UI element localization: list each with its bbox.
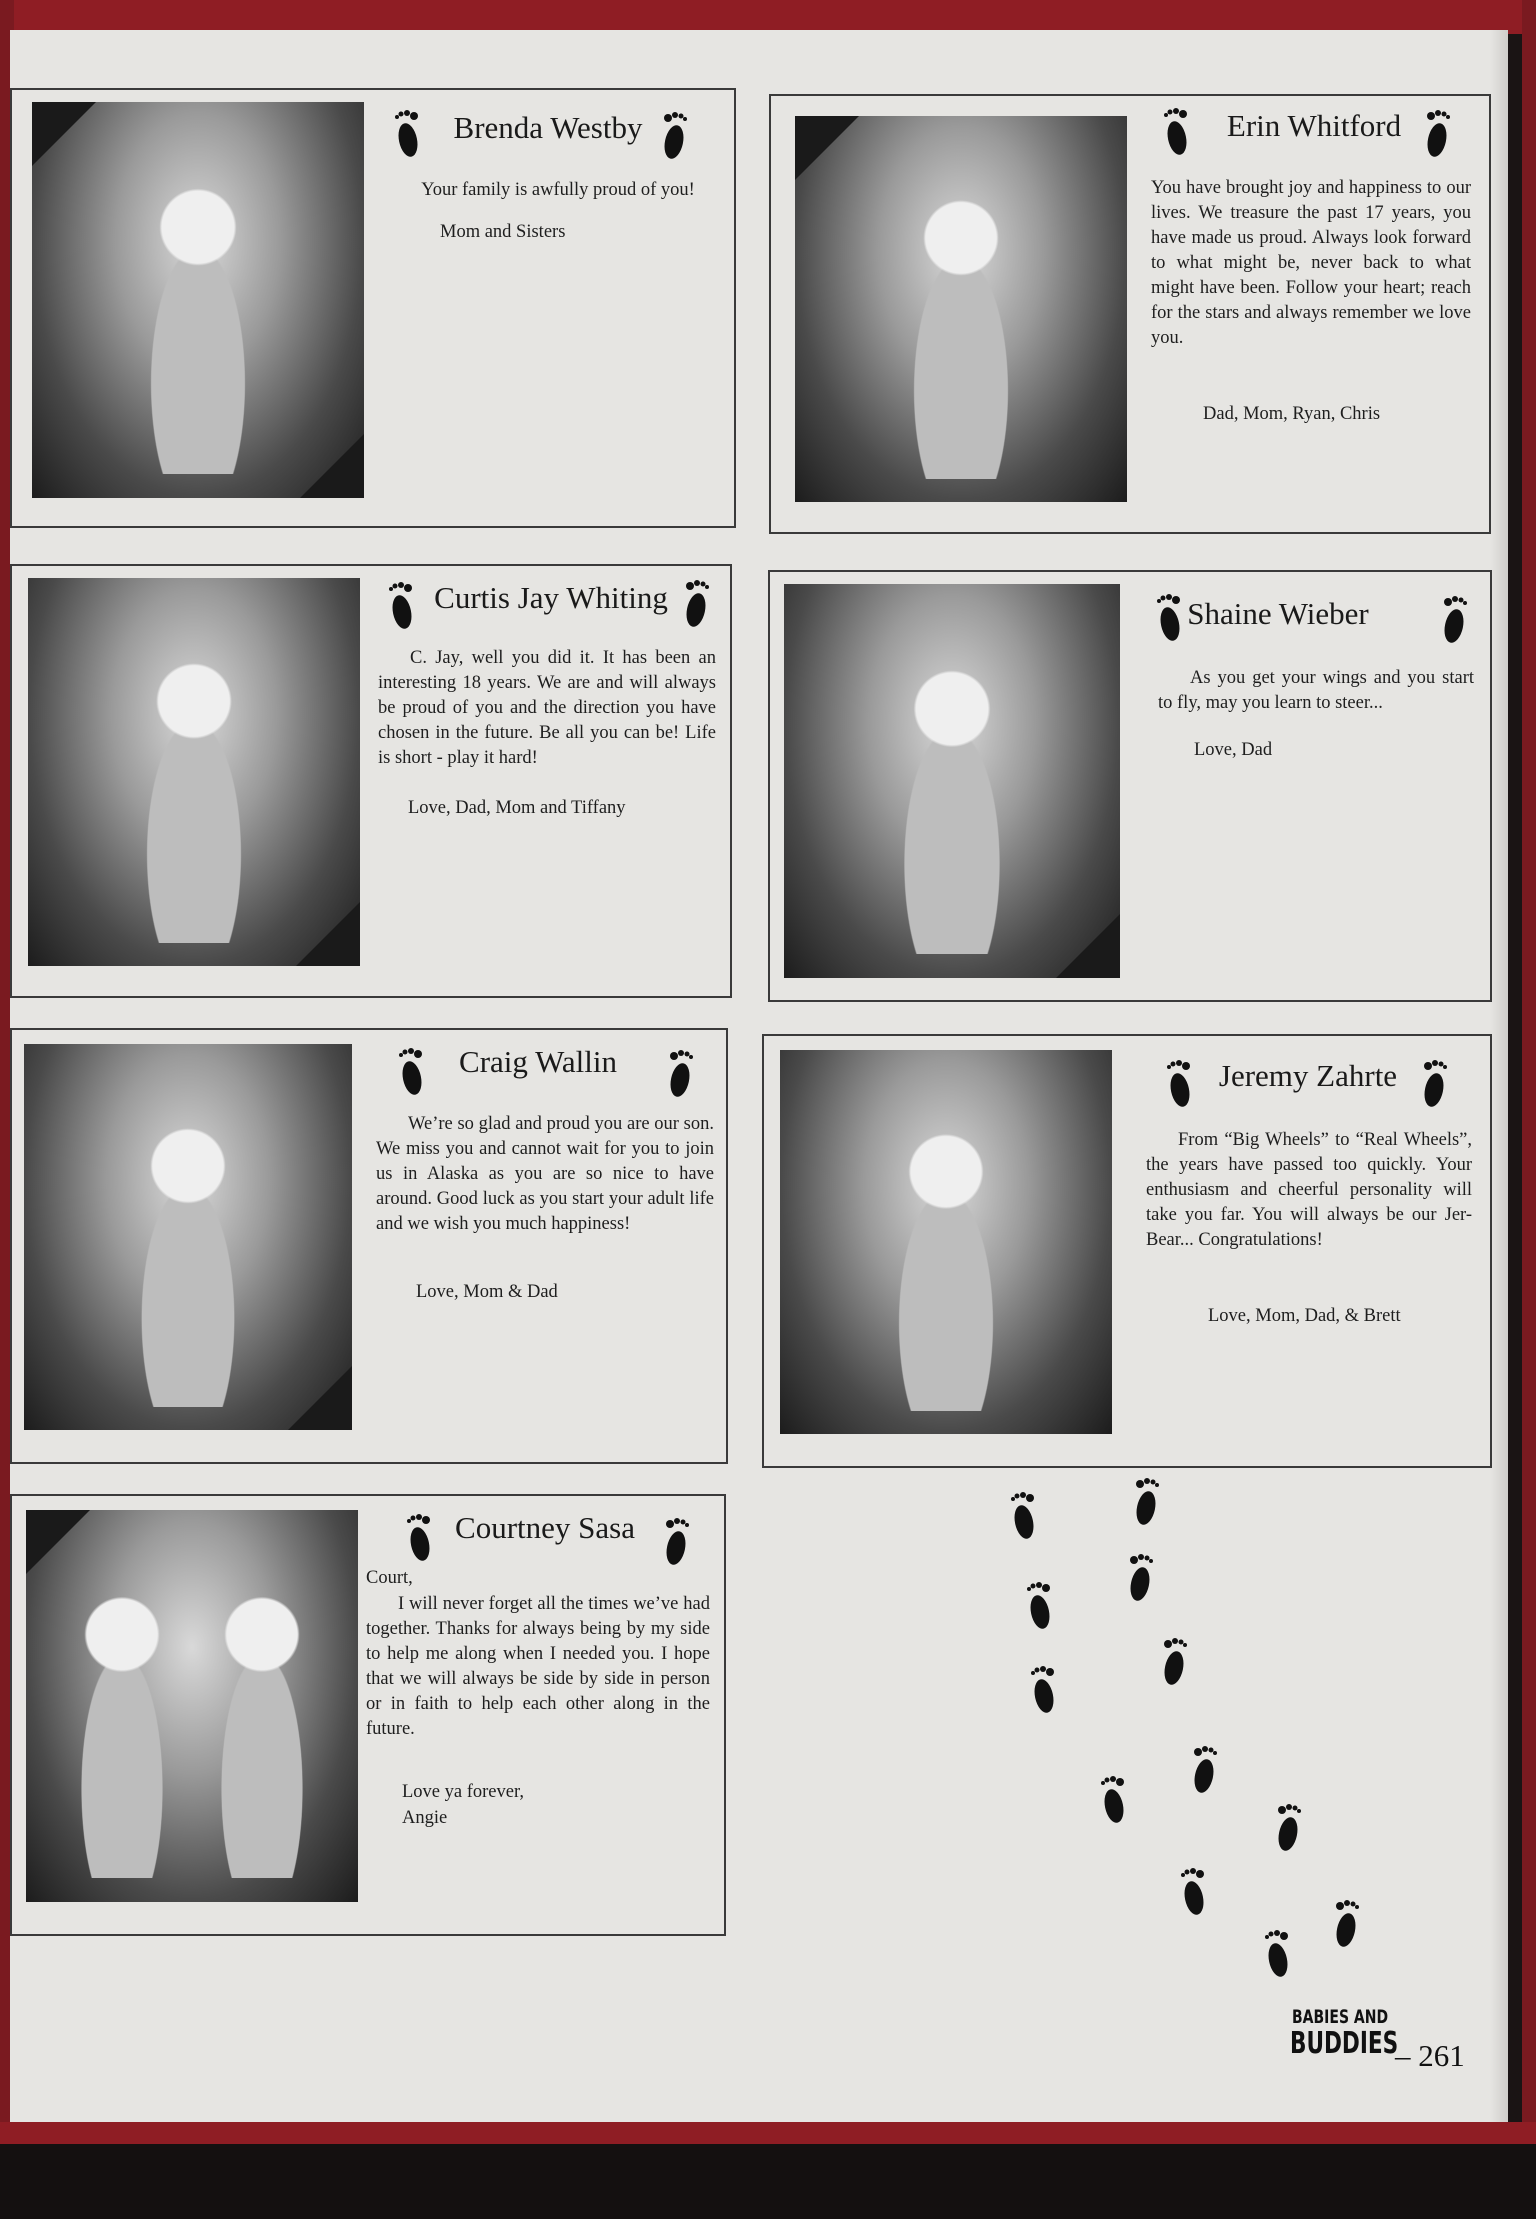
footprint-icon — [1026, 1662, 1060, 1718]
entry-name: Craig Wallin — [459, 1044, 617, 1079]
entry-card-courtney-sasa — [10, 1494, 726, 1936]
footprint-icon — [1124, 1550, 1158, 1606]
photo-corner — [795, 116, 859, 180]
entry-message: We’re so glad and proud you are our son. We miss you and cannot wait for you to join us in Alaska as you are so nice to have around. Good luck as you start your adult life and we wish you much happiness! — [376, 1114, 714, 1234]
entry-card-shaine-wieber — [768, 570, 1492, 1002]
footprint-icon — [1096, 1772, 1130, 1828]
footprint-icon — [1159, 104, 1193, 160]
child-photo — [26, 1510, 358, 1902]
footprint-icon — [664, 1046, 698, 1102]
footprint-icon — [1158, 1634, 1192, 1690]
entry-signature: Love, Mom, Dad, & Brett — [1208, 1306, 1401, 1326]
entry-name: Brenda Westby — [453, 110, 643, 145]
footprint-icon — [1260, 1926, 1294, 1982]
entry-signature: Love, Dad, Mom and Tiffany — [408, 798, 626, 818]
photo-corner — [296, 902, 360, 966]
footprint-icon — [660, 1514, 694, 1570]
entry-card-brenda-westby — [10, 88, 736, 528]
child-photo — [795, 116, 1127, 502]
entry-name: Courtney Sasa — [455, 1510, 635, 1545]
footprint-icon — [1006, 1488, 1040, 1544]
entry-signature: Angie — [402, 1808, 448, 1828]
entry-message: I will never forget all the times we’ve had together. Thanks for always being by my side to help me along when I needed you. I hope that we will always be side by side in person or in faith to help each other along in the future. — [366, 1594, 710, 1739]
footprint-icon — [680, 576, 714, 632]
entry-signature: Mom and Sisters — [440, 222, 566, 242]
child-figure — [125, 173, 271, 474]
page-top-border — [0, 0, 1536, 34]
entry-message: Your family is awfully proud of you! — [421, 180, 695, 200]
child-photo — [24, 1044, 352, 1430]
child-figure — [116, 1113, 260, 1406]
entry-card-craig-wallin — [10, 1028, 728, 1464]
photo-corner — [288, 1366, 352, 1430]
entry-card-erin-whitford — [769, 94, 1491, 534]
child-figure — [878, 655, 1026, 954]
footprint-icon — [394, 1044, 428, 1100]
footprint-icon — [1421, 106, 1455, 162]
entry-card-jeremy-zahrte — [762, 1034, 1492, 1468]
entry-signature: Dad, Mom, Ryan, Chris — [1203, 404, 1381, 424]
page-right-border — [1522, 0, 1536, 2130]
child-figure — [199, 1581, 325, 1879]
entry-card-curtis-jay-whiting — [10, 564, 732, 998]
child-figure — [888, 185, 1034, 478]
entry-message: You have brought joy and happiness to our lives. We treasure the past 17 years, you have made us proud. Always look forward to what might be, never back to what might have been. Follow your heart; reach for the stars and always remember we love you. — [1151, 178, 1471, 348]
child-photo — [28, 578, 360, 966]
child-figure — [59, 1581, 185, 1879]
page-edge — [1490, 30, 1508, 2122]
child-photo — [784, 584, 1120, 978]
footprint-icon — [1022, 1578, 1056, 1634]
footprint-icon — [1438, 592, 1472, 648]
child-photo — [780, 1050, 1112, 1434]
footprint-icon — [402, 1510, 436, 1566]
footprint-icon — [1272, 1800, 1306, 1856]
entry-message: From “Big Wheels” to “Real Wheels”, the years have passed too quickly. Your enthusiasm and cheerful personality will take you far. You will always be our Jer-Bear... Congratulations! — [1146, 1130, 1472, 1250]
page-number: – 261 — [1395, 2038, 1465, 2073]
entry-message: As you get your wings and you start to fly, may you learn to steer... — [1158, 668, 1474, 713]
page-bottom-border — [0, 2122, 1536, 2144]
photo-corner — [32, 102, 96, 166]
entry-salutation: Court, — [366, 1568, 413, 1588]
footprint-icon — [1418, 1056, 1452, 1112]
photo-corner — [300, 434, 364, 498]
child-figure — [121, 648, 267, 943]
footprint-icon — [1330, 1896, 1364, 1952]
entry-signature: Love ya forever, — [402, 1782, 525, 1802]
entry-signature: Love, Mom & Dad — [416, 1282, 558, 1302]
entry-name: Jeremy Zahrte — [1218, 1058, 1398, 1093]
footprint-icon — [1176, 1864, 1210, 1920]
photo-corner — [26, 1510, 90, 1574]
entry-message: C. Jay, well you did it. It has been an interesting 18 years. We are and will always be proud of you and the direction you have chosen in the future. Be all you can be! Life is short - play it hard! — [378, 648, 716, 768]
photo-corner — [1056, 914, 1120, 978]
page-bottom-shadow — [0, 2144, 1536, 2219]
baby-photo — [32, 102, 364, 498]
footprint-icon — [658, 108, 692, 164]
footprint-icon — [1162, 1056, 1196, 1112]
child-figure — [873, 1119, 1019, 1411]
yearbook-page — [10, 30, 1508, 2122]
footprint-icon — [384, 578, 418, 634]
section-title-small: BABIES AND — [1292, 2007, 1389, 2029]
entry-name: Erin Whitford — [1226, 108, 1402, 143]
footprint-icon — [1188, 1742, 1222, 1798]
entry-signature: Love, Dad — [1194, 740, 1273, 760]
entry-name: Shaine Wieber — [1187, 596, 1369, 631]
footprint-icon — [390, 106, 424, 162]
entry-name: Curtis Jay Whiting — [434, 580, 668, 615]
section-title: BUDDIES — [1290, 2026, 1399, 2061]
footprint-icon — [1130, 1474, 1164, 1530]
